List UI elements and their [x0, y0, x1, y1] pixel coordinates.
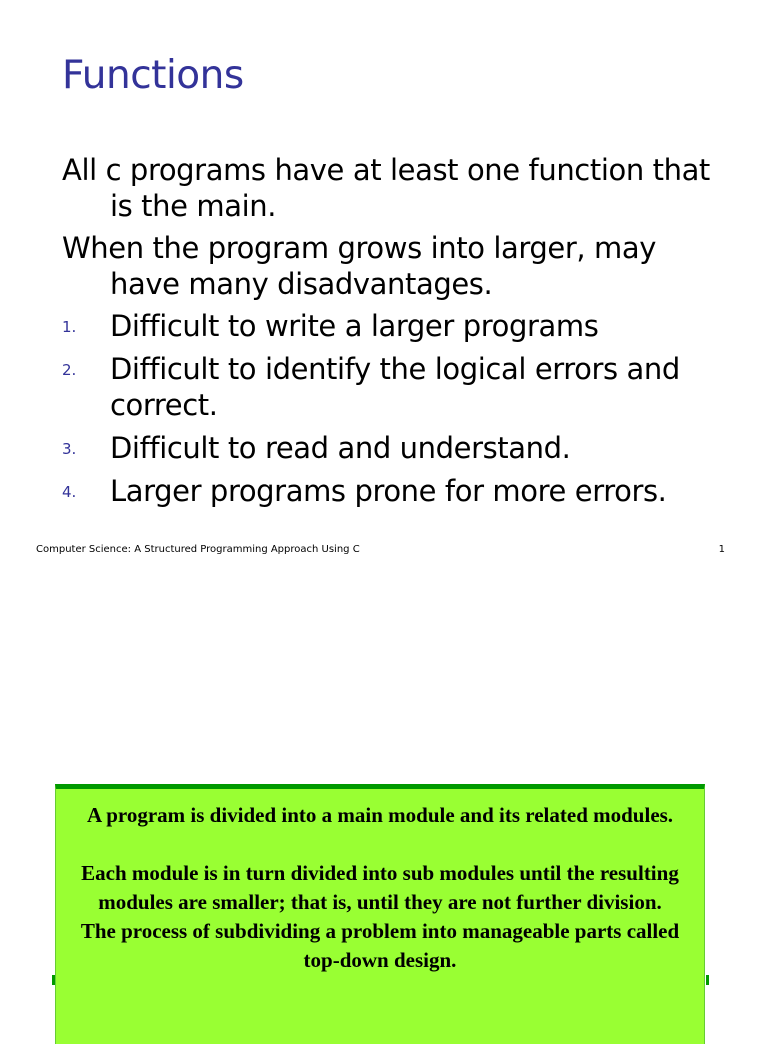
- list-item-text: Difficult to identify the logical errors and correct.: [110, 352, 680, 422]
- callout-paragraph-3: The process of subdividing a problem into manageable parts called top-down design.: [80, 919, 680, 972]
- list-item: [62, 430, 722, 466]
- list-item-number: 1.: [62, 318, 77, 336]
- list-item: [62, 351, 722, 423]
- callout-left-tick: [52, 975, 55, 985]
- slide-title: Functions: [62, 53, 244, 98]
- list-item: [62, 473, 722, 509]
- list-item-text: Larger programs prone for more errors.: [110, 474, 667, 508]
- callout-right-tick: [706, 975, 709, 985]
- callout-paragraph-1: A program is divided into a main module and its related modules.: [86, 803, 674, 827]
- footer-source: Computer Science: A Structured Programming Approach Using C: [36, 544, 360, 555]
- list-item-number: 3.: [62, 440, 77, 458]
- footer-page-number: 1: [718, 544, 725, 555]
- disadvantages-list: [62, 308, 722, 509]
- list-item: [62, 308, 722, 344]
- callout-paragraph-2: Each module is in turn divided into sub modules until the resulting modules are smaller; that is, until they are not further division.: [81, 861, 679, 914]
- list-item-text: Difficult to write a larger programs: [110, 309, 599, 343]
- intro-paragraph: All c programs have at least one function that is the main.: [62, 153, 710, 223]
- list-item-number: 4.: [62, 483, 77, 501]
- list-item-number: 2.: [62, 361, 77, 379]
- callout-box: [55, 784, 705, 1044]
- slide-body: [62, 152, 722, 516]
- list-item-text: Difficult to read and understand.: [110, 431, 571, 465]
- growth-paragraph: When the program grows into larger, may have many disadvantages.: [62, 231, 656, 301]
